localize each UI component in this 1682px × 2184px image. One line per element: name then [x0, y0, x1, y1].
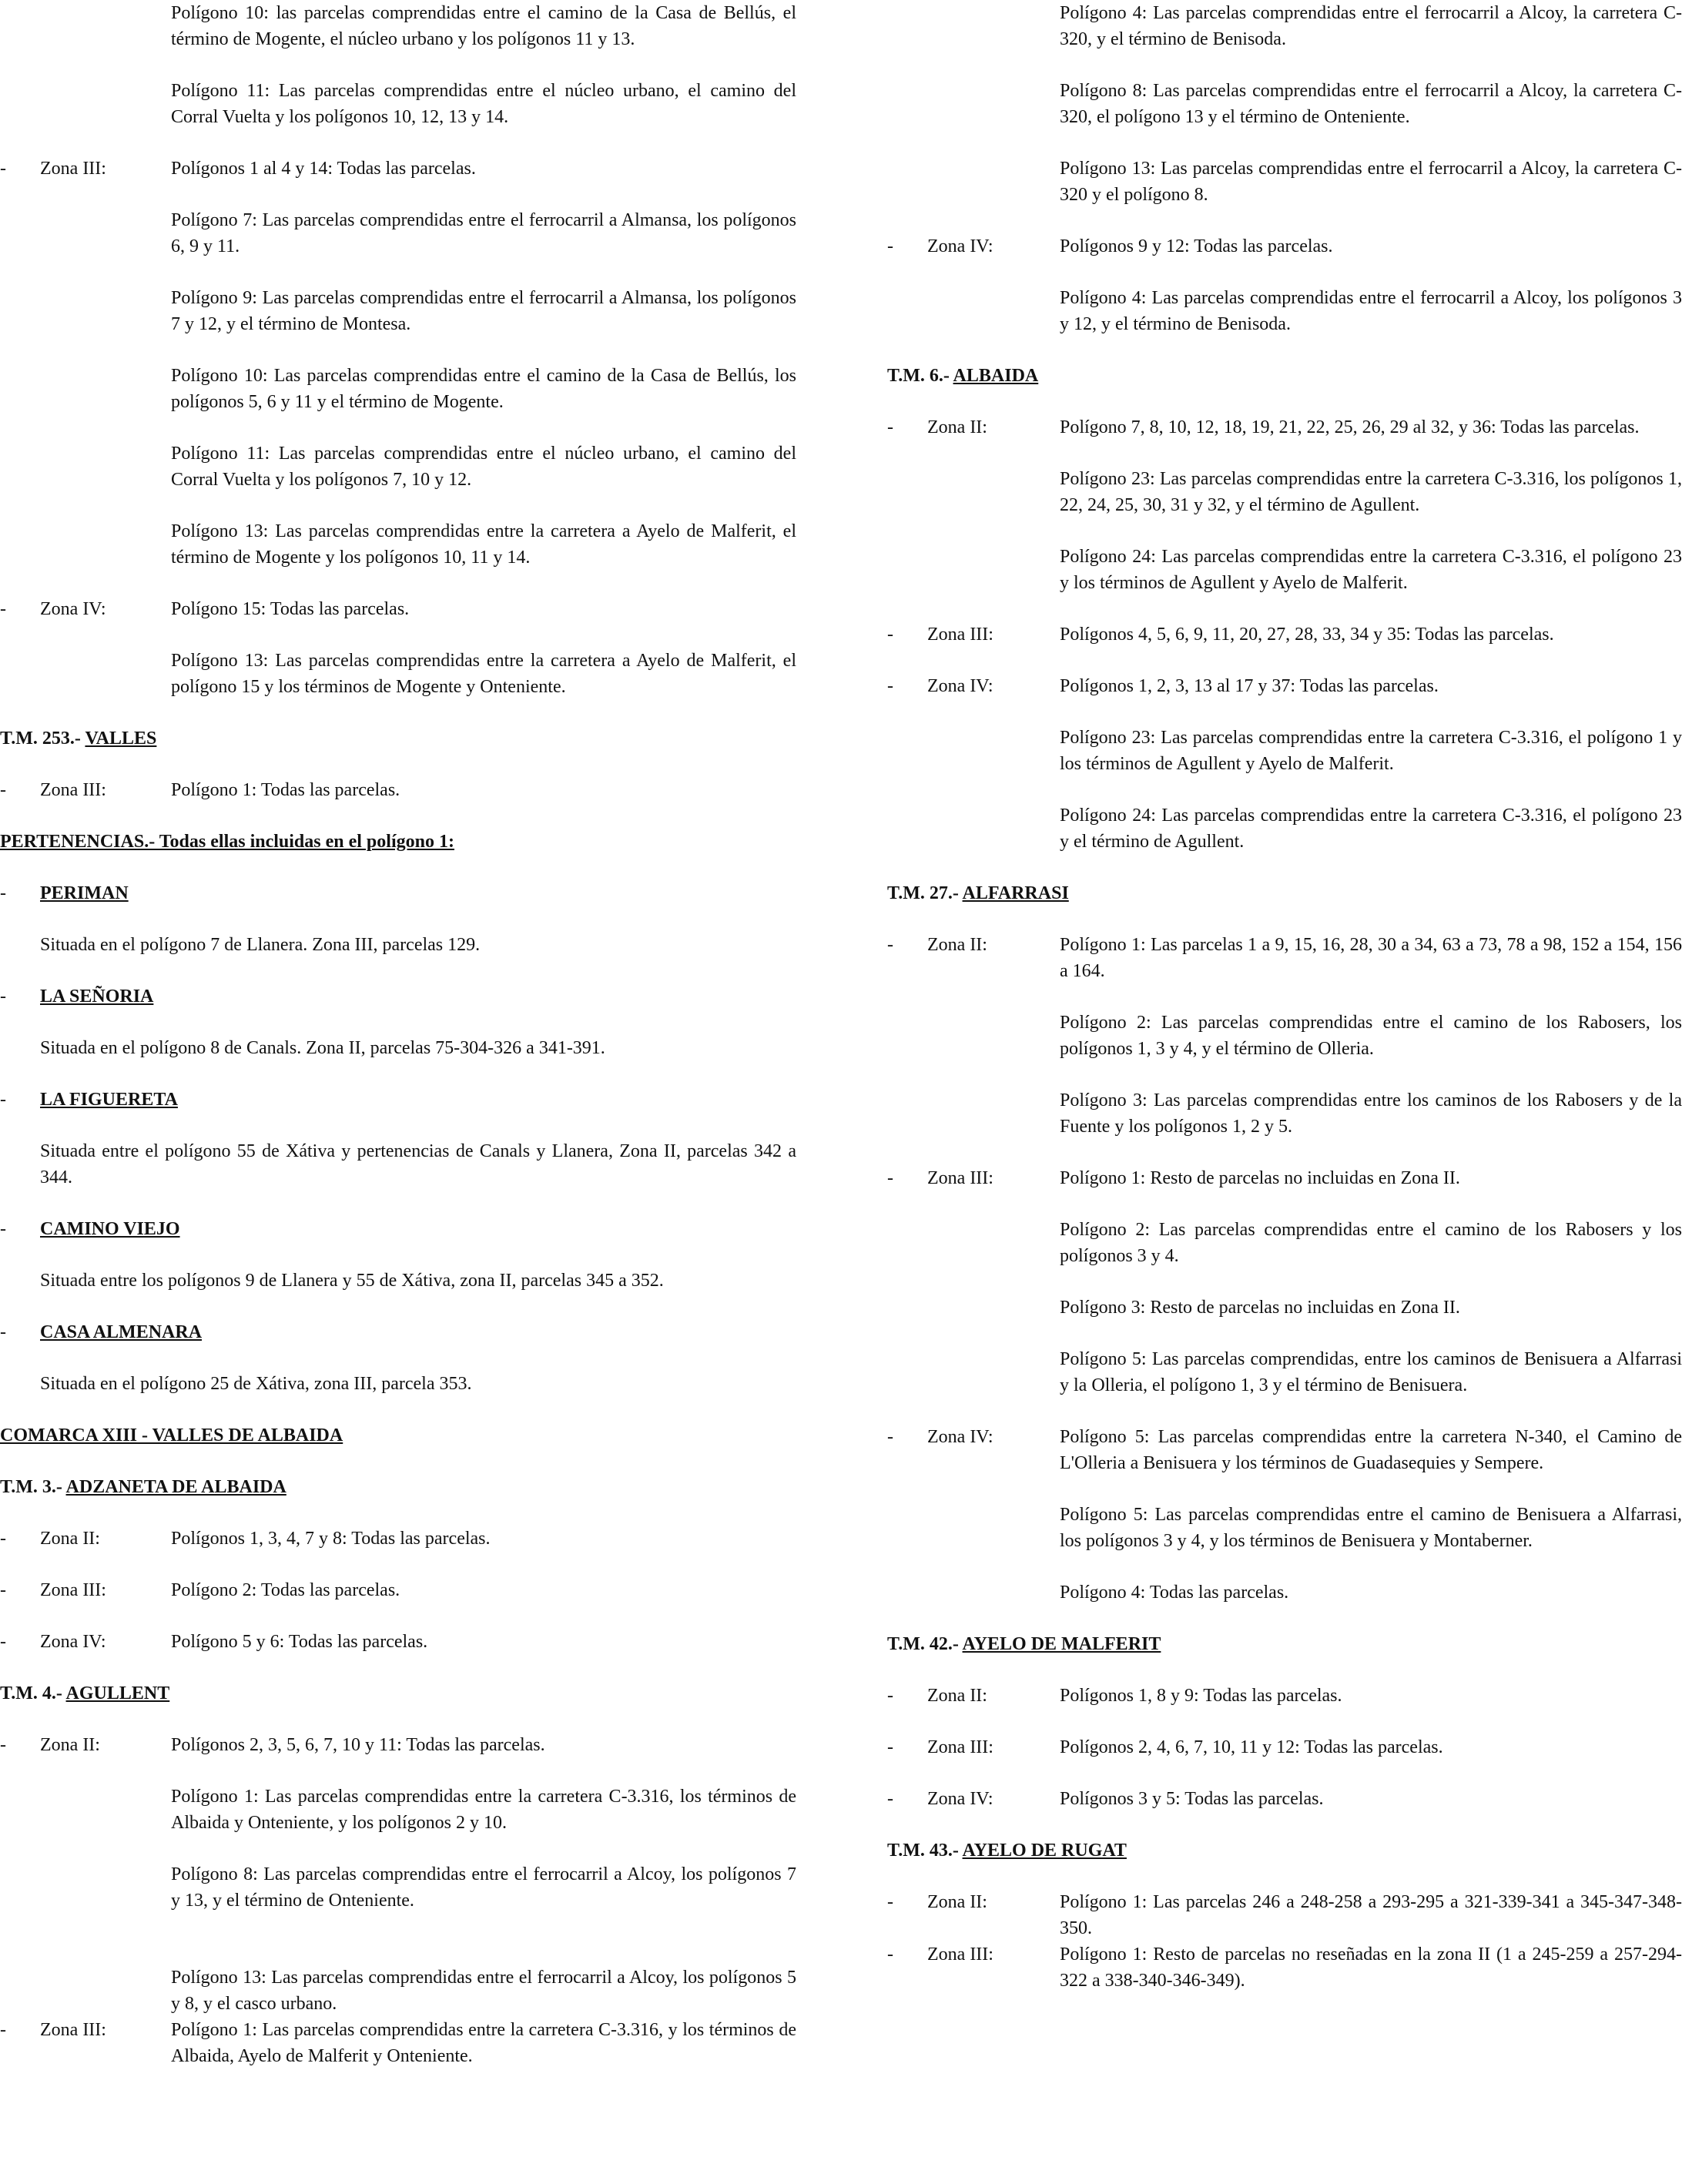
entry-row: - Zona III: Polígono 1: Resto de parcelas no reseñadas en la zona II (1 a 245-259 a 257-294-322 a 338-340-346-349). — [887, 1944, 1682, 1991]
entry-row: Polígono 11: Las parcelas comprendidas entre el núcleo urbano, el camino del Corral Vuelta y los polígonos 10, 12, 13 y 14. — [171, 81, 796, 127]
municipality-heading: T.M. 6.- ALBAIDA — [887, 366, 1039, 386]
entry-row: Polígono 4: Las parcelas comprendidas entre el ferrocarril a Alcoy, los polígonos 3 y 12, y el término de Benisoda. — [1060, 288, 1682, 334]
entry-row: Polígono 5: Las parcelas comprendidas, entre los caminos de Benisuera a Alfarrasi y la Olleria, el polígono 1, 3 y el término de Benisuera. — [1060, 1349, 1682, 1395]
pertenencia-title: - LA FIGUERETA — [0, 1090, 178, 1110]
entry-row: Polígono 7: Las parcelas comprendidas entre el ferrocarril a Almansa, los polígonos 6, 9 y 11. — [171, 210, 796, 256]
pertenencia-text: Situada entre los polígonos 9 de Llanera y 55 de Xátiva, zona II, parcelas 345 a 352. — [40, 1271, 664, 1291]
entry-row: Polígono 2: Las parcelas comprendidas entre el camino de los Rabosers y los polígonos 3 y 4. — [1060, 1220, 1682, 1266]
municipality-heading: T.M. 43.- AYELO DE RUGAT — [887, 1841, 1127, 1861]
entry-row: Polígono 11: Las parcelas comprendidas entre el núcleo urbano, el camino del Corral Vuelta y los polígonos 7, 10 y 12. — [171, 444, 796, 490]
pertenencia-text: Situada entre el polígono 55 de Xátiva y pertenencias de Canals y Llanera, Zona II, parcelas 342 a 344. — [40, 1141, 796, 1187]
entry-row: Polígono 3: Resto de parcelas no incluidas en Zona II. — [1060, 1298, 1460, 1318]
municipality-heading: T.M. 42.- AYELO DE MALFERIT — [887, 1634, 1161, 1654]
entry-row: Polígono 13: Las parcelas comprendidas entre el ferrocarril a Alcoy, la carretera C-320 y el polígono 8. — [1060, 159, 1682, 205]
pertenencia-text: Situada en el polígono 25 de Xátiva, zona III, parcela 353. — [40, 1374, 472, 1394]
pertenencia-text: Situada en el polígono 7 de Llanera. Zona III, parcelas 129. — [40, 935, 481, 955]
entry-row: - Zona IV: Polígono 5: Las parcelas comprendidas entre la carretera N-340, el Camino de L'Olleria a Benisuera y los términos de Guadasequies y Sempere. — [887, 1427, 1682, 1473]
entry-row: Polígono 9: Las parcelas comprendidas entre el ferrocarril a Almansa, los polígonos 7 y 12, y el término de Montesa. — [171, 288, 796, 334]
entry-row: - Zona III: Polígono 2: Todas las parcelas. — [0, 1580, 400, 1600]
entry-row: - Zona III: Polígonos 2, 4, 6, 7, 10, 11 y 12: Todas las parcelas. — [887, 1737, 1443, 1757]
pertenencia-title: - CASA ALMENARA — [0, 1322, 203, 1342]
entry-row: Polígono 3: Las parcelas comprendidas entre los caminos de los Rabosers y de la Fuente y los polígonos 1, 2 y 5. — [1060, 1090, 1682, 1137]
pertenencia-title: - PERIMAN — [0, 883, 129, 903]
entry-row: Polígono 5: Las parcelas comprendidas entre el camino de Benisuera a Alfarrasi, los polígonos 3 y 4, y los términos de Benisuera y Montaberner. — [1060, 1505, 1682, 1551]
entry-row: Polígono 13: Las parcelas comprendidas entre la carretera a Ayelo de Malferit, el término de Mogente y los polígonos 10, 11 y 14. — [171, 521, 796, 568]
entry-row: - Zona III: Polígono 1: Todas las parcelas. — [0, 780, 400, 800]
entry-row: Polígono 1: Las parcelas comprendidas entre la carretera C-3.316, los términos de Albaida y Onteniente, y los polígonos 2 y 10. — [171, 1787, 796, 1833]
municipality-heading: T.M. 4.- AGULLENT — [0, 1683, 170, 1703]
entry-row: - Zona III: Polígono 1: Resto de parcelas no incluidas en Zona II. — [887, 1168, 1460, 1188]
entry-row: - Zona II: Polígonos 1, 3, 4, 7 y 8: Todas las parcelas. — [0, 1529, 491, 1549]
entry-row: Polígono 10: las parcelas comprendidas entre el camino de la Casa de Bellús, el término de Mogente, el núcleo urbano y los polígonos 11 y 13. — [171, 3, 796, 49]
right-column — [887, 0, 1682, 1994]
entry-row: Polígono 24: Las parcelas comprendidas entre la carretera C-3.316, el polígono 23 y el término de Agullent. — [1060, 806, 1682, 852]
municipality-heading: T.M. 27.- ALFARRASI — [887, 883, 1069, 903]
left-column — [0, 0, 796, 2069]
entry-row: - Zona IV: Polígonos 9 y 12: Todas las parcelas. — [887, 236, 1333, 256]
comarca-heading: COMARCA XIII - VALLES DE ALBAIDA — [0, 1425, 343, 1445]
entry-row: - Zona IV: Polígono 15: Todas las parcelas. — [0, 599, 410, 619]
entry-row: Polígono 4: Las parcelas comprendidas entre el ferrocarril a Alcoy, la carretera C-320, y el término de Benisoda. — [1060, 3, 1682, 49]
entry-row: - Zona II: Polígono 1: Las parcelas 246 a 248-258 a 293-295 a 321-339-341 a 345-347-348-350. — [887, 1892, 1682, 1938]
pertenencia-title: - LA SEÑORIA — [0, 986, 154, 1007]
municipality-heading: T.M. 253.- VALLES — [0, 729, 157, 749]
entry-row: Polígono 13: Las parcelas comprendidas entre la carretera a Ayelo de Malferit, el polígono 15 y los términos de Mogente y Onteniente. — [171, 651, 796, 697]
entry-row: Polígono 2: Las parcelas comprendidas entre el camino de los Rabosers, los polígonos 1, 3 y 4, y el término de Olleria. — [1060, 1013, 1682, 1059]
municipality-heading: T.M. 3.- ADZANETA DE ALBAIDA — [0, 1477, 286, 1497]
entry-row: - Zona IV: Polígonos 3 y 5: Todas las parcelas. — [887, 1789, 1324, 1809]
entry-row: - Zona II: Polígonos 2, 3, 5, 6, 7, 10 y 11: Todas las parcelas. — [0, 1735, 545, 1755]
entry-row: - Zona III: Polígono 1: Las parcelas comprendidas entre la carretera C-3.316, y los términos de Albaida, Ayelo de Malferit y Onteniente. — [0, 2020, 796, 2066]
entry-row: - Zona IV: Polígono 5 y 6: Todas las parcelas. — [0, 1632, 428, 1652]
entry-row: - Zona III: Polígonos 4, 5, 6, 9, 11, 20, 27, 28, 33, 34 y 35: Todas las parcelas. — [887, 625, 1554, 645]
entry-row: Polígono 10: Las parcelas comprendidas entre el camino de la Casa de Bellús, los polígonos 5, 6 y 11 y el término de Mogente. — [171, 366, 796, 412]
entry-row: Polígono 8: Las parcelas comprendidas entre el ferrocarril a Alcoy, los polígonos 7 y 13, y el término de Onteniente. — [171, 1864, 796, 1911]
entry-row: Polígono 4: Todas las parcelas. — [1060, 1583, 1289, 1603]
entry-row: - Zona II: Polígono 1: Las parcelas 1 a 9, 15, 16, 28, 30 a 34, 63 a 73, 78 a 98, 152 a 154, 156 a 164. — [887, 935, 1682, 981]
entry-row: Polígono 23: Las parcelas comprendidas entre la carretera C-3.316, los polígonos 1, 22, 24, 25, 30, 31 y 32, y el término de Agullent. — [1060, 469, 1682, 515]
entry-row: Polígono 8: Las parcelas comprendidas entre el ferrocarril a Alcoy, la carretera C-320, el polígono 13 y el término de Onteniente. — [1060, 81, 1682, 127]
pertenencia-text: Situada en el polígono 8 de Canals. Zona II, parcelas 75-304-326 a 341-391. — [40, 1038, 605, 1058]
entry-row: - Zona II: Polígonos 1, 8 y 9: Todas las parcelas. — [887, 1686, 1342, 1706]
entry-row: Polígono 24: Las parcelas comprendidas entre la carretera C-3.316, el polígono 23 y los términos de Agullent y Ayelo de Malferit. — [1060, 547, 1682, 593]
entry-row: - Zona II: Polígono 7, 8, 10, 12, 18, 19, 21, 22, 25, 26, 29 al 32, y 36: Todas las parcelas. — [887, 417, 1640, 437]
entry-row: Polígono 23: Las parcelas comprendidas entre la carretera C-3.316, el polígono 1 y los términos de Agullent y Ayelo de Malferit. — [1060, 728, 1682, 774]
entry-row: - Zona III: Polígonos 1 al 4 y 14: Todas las parcelas. — [0, 159, 476, 179]
entry-row: Polígono 13: Las parcelas comprendidas entre el ferrocarril a Alcoy, los polígonos 5 y 8, y el casco urbano. — [171, 1968, 796, 2014]
entry-row: - Zona IV: Polígonos 1, 2, 3, 13 al 17 y 37: Todas las parcelas. — [887, 676, 1439, 696]
pertenencia-title: - CAMINO VIEJO — [0, 1219, 180, 1239]
pertenencias-heading: PERTENENCIAS.- Todas ellas incluidas en el polígono 1: — [0, 832, 454, 852]
